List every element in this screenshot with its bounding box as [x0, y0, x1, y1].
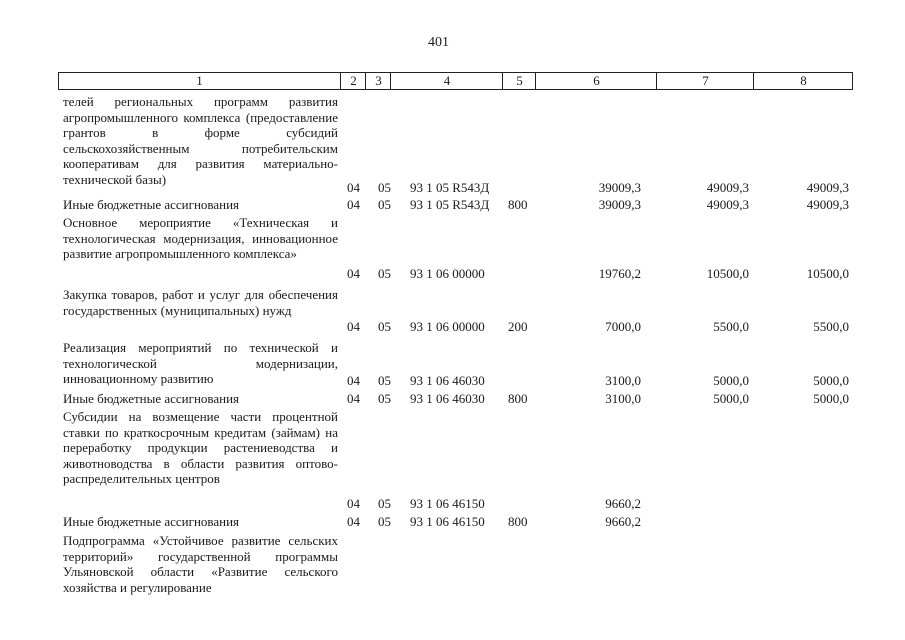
- row-description: Иные бюджетные ассигнования: [63, 514, 240, 529]
- row-subsection-code: 05: [378, 514, 391, 529]
- row-amount-col8: 5000,0: [813, 373, 849, 388]
- row-section-code: 04: [347, 514, 360, 529]
- column-header-5: 5: [502, 73, 536, 89]
- row-amount-col6: 9660,2: [605, 514, 641, 529]
- row-amount-col8: 5000,0: [813, 391, 849, 406]
- row-target-code: 93 1 06 00000: [410, 266, 485, 281]
- row-description: Основное мероприятие «Техническая и технологическая модернизация, инновационное развитие агропромышленного комплекса»: [63, 215, 338, 262]
- row-target-code: 93 1 06 00000: [410, 319, 485, 334]
- row-amount-col6: 19760,2: [598, 266, 641, 281]
- row-subsection-code: 05: [378, 197, 391, 212]
- column-header-2: 2: [340, 73, 366, 89]
- row-section-code: 04: [347, 319, 360, 334]
- page-number: 401: [428, 35, 449, 50]
- row-expense-type: 200: [508, 319, 528, 334]
- row-amount-col8: 49009,3: [806, 180, 849, 195]
- row-amount-col6: 3100,0: [605, 391, 641, 406]
- row-expense-type: 800: [508, 391, 528, 406]
- row-description: Подпрограмма «Устойчивое развитие сельских территорий» государственной программы Ульяновской области «Развитие сельского хозяйства и регулирование: [63, 533, 338, 595]
- row-target-code: 93 1 06 46150: [410, 496, 485, 511]
- row-expense-type: 800: [508, 197, 528, 212]
- row-subsection-code: 05: [378, 373, 391, 388]
- row-amount-col6: 39009,3: [598, 180, 641, 195]
- row-amount-col8: 49009,3: [806, 197, 849, 212]
- column-header-1: 1: [196, 73, 203, 88]
- row-amount-col7: 5000,0: [713, 373, 749, 388]
- row-amount-col6: 3100,0: [605, 373, 641, 388]
- row-subsection-code: 05: [378, 180, 391, 195]
- row-target-code: 93 1 06 46150: [410, 514, 485, 529]
- column-header-3: 3: [365, 73, 391, 89]
- row-description: Закупка товаров, работ и услуг для обеспечения государственных (муниципальных) нужд: [63, 287, 338, 318]
- row-subsection-code: 05: [378, 319, 391, 334]
- row-description: Реализация мероприятий по технической и технологической модернизации, инновационному развитию: [63, 340, 338, 387]
- row-subsection-code: 05: [378, 266, 391, 281]
- row-section-code: 04: [347, 373, 360, 388]
- row-amount-col8: 10500,0: [806, 266, 849, 281]
- row-target-code: 93 1 05 R543Д: [410, 180, 490, 195]
- row-subsection-code: 05: [378, 496, 391, 511]
- row-expense-type: 800: [508, 514, 528, 529]
- row-amount-col8: 5500,0: [813, 319, 849, 334]
- column-header-6: 6: [535, 73, 657, 89]
- row-section-code: 04: [347, 266, 360, 281]
- row-description: Иные бюджетные ассигнования: [63, 197, 240, 212]
- table-header: [58, 72, 853, 90]
- row-amount-col7: 49009,3: [706, 197, 749, 212]
- row-section-code: 04: [347, 180, 360, 195]
- row-amount-col6: 7000,0: [605, 319, 641, 334]
- row-description: Субсидии на возмещение части процентной ставки по краткосрочным кредитам (займам) на переработку продукции растениеводства и животноводства в области развития оптово-распределительных центров: [63, 409, 338, 487]
- column-header-7: 7: [656, 73, 754, 89]
- row-amount-col7: 49009,3: [706, 180, 749, 195]
- row-amount-col6: 9660,2: [605, 496, 641, 511]
- row-target-code: 93 1 06 46030: [410, 391, 485, 406]
- row-section-code: 04: [347, 391, 360, 406]
- row-amount-col6: 39009,3: [598, 197, 641, 212]
- row-description: телей региональных программ развития агропромышленного комплекса (предоставление грантов в форме субсидий сельскохозяйственным потребительским кооперативам для развития материально-технической базы): [63, 94, 338, 187]
- row-section-code: 04: [347, 197, 360, 212]
- row-target-code: 93 1 05 R543Д: [410, 197, 490, 212]
- row-amount-col7: 10500,0: [706, 266, 749, 281]
- row-section-code: 04: [347, 496, 360, 511]
- row-amount-col7: 5000,0: [713, 391, 749, 406]
- row-amount-col7: 5500,0: [713, 319, 749, 334]
- row-target-code: 93 1 06 46030: [410, 373, 485, 388]
- column-header-4: 4: [390, 73, 503, 89]
- row-subsection-code: 05: [378, 391, 391, 406]
- column-header-8: 8: [753, 73, 853, 89]
- row-description: Иные бюджетные ассигнования: [63, 391, 240, 406]
